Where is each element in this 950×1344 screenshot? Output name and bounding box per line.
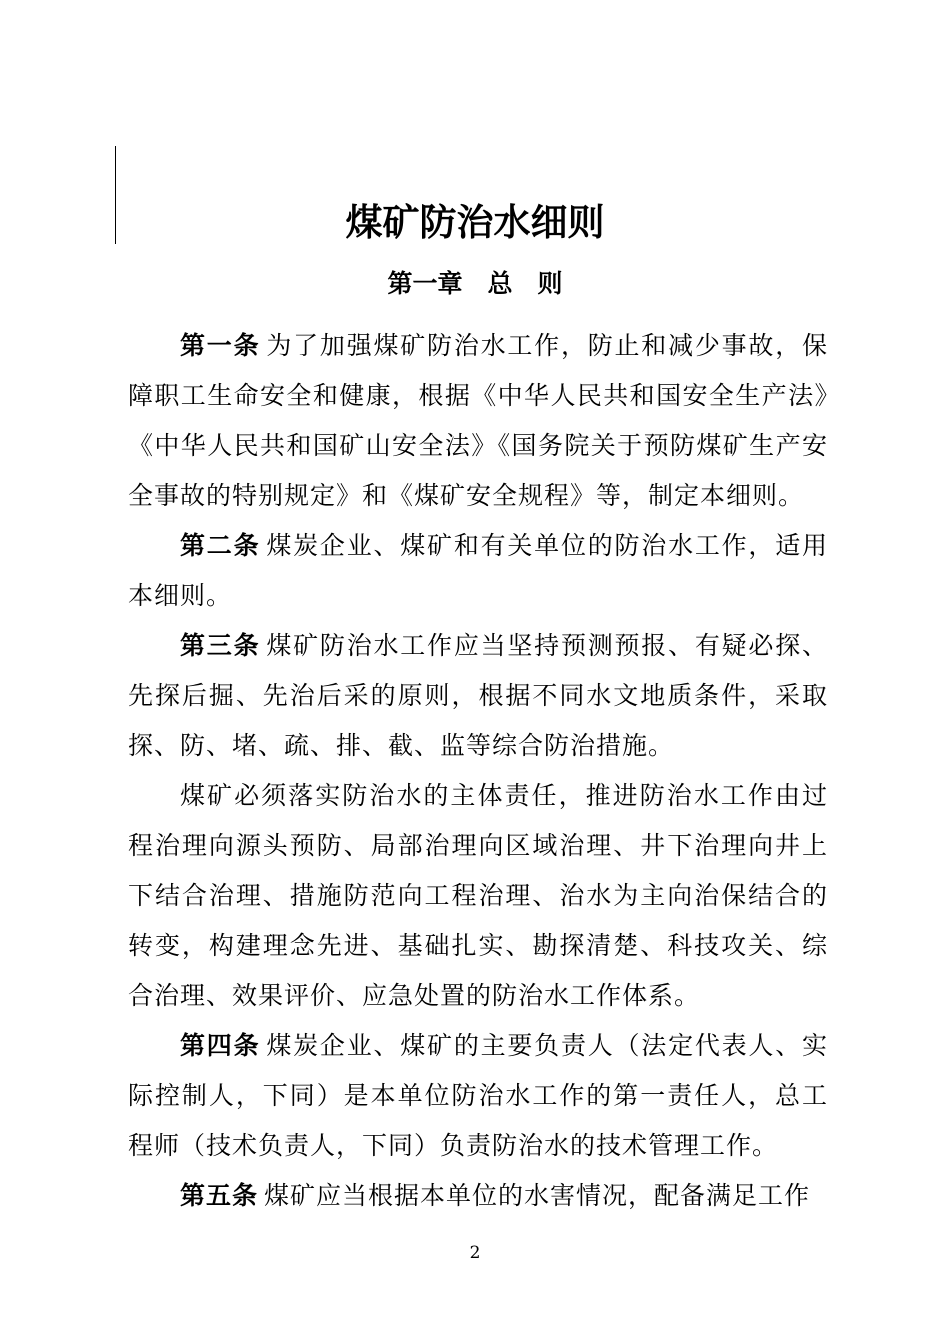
article-4-paragraph — [128, 1021, 828, 1171]
paragraph-text: 煤矿必须落实防治水的主体责任，推进防治水工作由过程治理向源头预防、局部治理向区域治理、井下治理向井上下结合治理、措施防范向工程治理、治水为主向治保结合的转变，构建理念先进、基础扎实、勘探清楚、科技攻关、综合治理、效果评价、应急处置的防治水工作体系。 — [128, 781, 828, 1010]
article-number: 第一条 — [180, 331, 261, 360]
article-text: 为了加强煤矿防治水工作，防止和减少事故，保障职工生命安全和健康，根据《中华人民共和国安全生产法》《中华人民共和国矿山安全法》《国务院关于预防煤矿生产安全事故的特别规定》和《煤矿安全规程》等，制定本细则。 — [128, 331, 828, 510]
article-3-paragraph — [128, 621, 828, 771]
document-title: 煤矿防治水细则 — [345, 200, 605, 244]
article-text: 煤炭企业、煤矿和有关单位的防治水工作，适用本细则。 — [128, 531, 828, 610]
article-number: 第三条 — [180, 631, 261, 660]
page-number: 2 — [469, 1243, 481, 1263]
article-number: 第四条 — [180, 1031, 261, 1060]
chapter-heading: 第一章 总 则 — [387, 269, 563, 298]
article-number: 第五条 — [180, 1181, 259, 1210]
article-text: 煤矿防治水工作应当坚持预测预报、有疑必探、先探后掘、先治后采的原则，根据不同水文地质条件，采取探、防、堵、疏、排、截、监等综合防治措施。 — [128, 631, 828, 760]
article-1-paragraph — [128, 321, 828, 521]
article-5-paragraph — [128, 1171, 828, 1221]
article-text: 煤矿应当根据本单位的水害情况，配备满足工作 — [264, 1181, 811, 1210]
document-body — [128, 321, 828, 1221]
article-2-paragraph — [128, 521, 828, 621]
article-text: 煤炭企业、煤矿的主要负责人（法定代表人、实际控制人，下同）是本单位防治水工作的第一责任人，总工程师（技术负责人，下同）负责防治水的技术管理工作。 — [128, 1031, 828, 1160]
article-number: 第二条 — [180, 531, 261, 560]
article-3-continuation-paragraph — [128, 771, 828, 1021]
